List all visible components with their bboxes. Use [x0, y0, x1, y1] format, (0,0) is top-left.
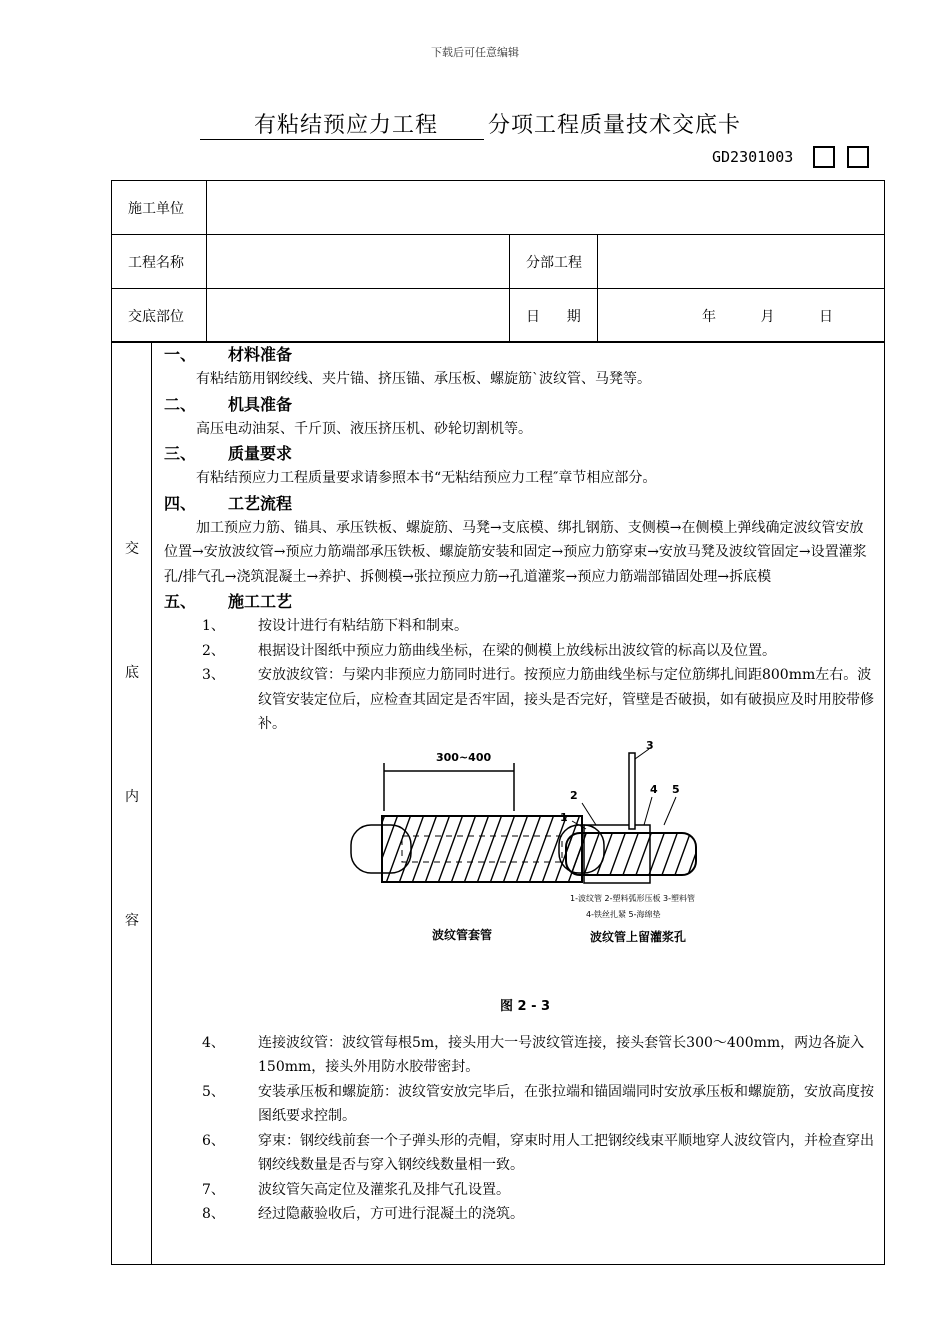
- side-char-1: 交: [125, 541, 139, 557]
- section-text: 有粘结预应力工程质量要求请参照本书“无粘结预应力工程″章节相应部分。: [196, 470, 657, 486]
- unit-value[interactable]: [207, 181, 885, 235]
- side-label-column: [112, 342, 152, 1264]
- content-box: [111, 341, 885, 1265]
- side-char-3: 内: [125, 789, 139, 805]
- item-number: 8、: [202, 1206, 225, 1222]
- callout-2: 2: [570, 788, 578, 802]
- figure-caption: 图 2 - 3: [500, 998, 551, 1014]
- page-title: [200, 108, 741, 140]
- project-value[interactable]: [207, 235, 510, 289]
- section-title: 机具准备: [228, 394, 293, 414]
- side-char-2: 底: [125, 665, 139, 681]
- list-item: [164, 1031, 876, 1080]
- title-rest: 分项工程质量技术交底卡: [488, 113, 742, 138]
- dimension-label: 300~400: [436, 750, 492, 764]
- info-table: [111, 180, 885, 343]
- grout-hole-drawing: [566, 749, 696, 883]
- part-value[interactable]: [207, 289, 510, 343]
- callout-4: 4: [650, 782, 658, 796]
- item-number: 7、: [202, 1181, 225, 1198]
- section-number: 四、: [164, 493, 197, 513]
- project-label: 工程名称: [112, 235, 207, 289]
- section-title: 施工工艺: [228, 592, 293, 611]
- item-number: 4、: [202, 1034, 225, 1051]
- subproject-label: 分部工程: [510, 235, 598, 289]
- legend-line-1: 1-波纹管 2-塑料弧形压板 3-塑料管: [570, 893, 696, 903]
- list-item: [164, 663, 876, 737]
- part-label: 交底部位: [112, 289, 207, 343]
- section-text: 高压电动油泵、千斤顶、液压挤压机、砂轮切割机等。: [196, 420, 532, 437]
- figure-2-3: [164, 741, 876, 1031]
- content-body: [164, 342, 876, 1227]
- section-title: 质量要求: [228, 444, 293, 463]
- item-number: 5、: [202, 1083, 225, 1100]
- corrugated-duct-diagram: [164, 741, 876, 991]
- side-char-4: 容: [125, 913, 139, 929]
- unit-label: 施工单位: [112, 181, 207, 235]
- left-figure-caption: 波纹管套管: [432, 927, 493, 942]
- item-text: 连接波纹管：波纹管每根5m，接头用大一号波纹管连接，接头套管长300～400mm，两边各旋入150mm，接头外用防水胶带密封。: [258, 1034, 865, 1075]
- section-title: 材料准备: [228, 345, 293, 364]
- legend-line-2: 4-铁丝扎紧 5-海绵垫: [586, 909, 661, 919]
- document-code: GD2301003: [712, 148, 794, 166]
- callout-5: 5: [672, 782, 680, 796]
- callout-1: 1: [560, 810, 568, 824]
- section-heading: [164, 441, 876, 466]
- list-item: [164, 1202, 876, 1227]
- item-text: 波纹管矢高定位及灌浆孔及排气孔设置。: [258, 1181, 510, 1198]
- item-text: 穿束：钢绞线前套一个子弹头形的壳帽，穿束时用人工把钢绞线束平顺地穿人波纹管内，并检查穿出钢绞线数量是否与穿入钢绞线数量相一致。: [258, 1132, 874, 1173]
- section-number: 五、: [164, 592, 197, 611]
- date-value[interactable]: 年 月 日: [598, 289, 885, 343]
- item-text: 根据设计图纸中预应力筋曲线坐标，在梁的侧模上放线标出波纹管的标高以及位置。: [258, 642, 776, 659]
- section-heading: [164, 392, 876, 417]
- list-item: [164, 1129, 876, 1178]
- list-item: [164, 1178, 876, 1203]
- section-number: 三、: [164, 444, 197, 463]
- list-item: [164, 614, 876, 639]
- item-text: 按设计进行有粘结筋下料和制束。: [258, 618, 468, 634]
- date-label: 日 期: [510, 289, 598, 343]
- list-item: [164, 1080, 876, 1129]
- header-note: 下载后可任意编辑: [431, 46, 519, 59]
- checkbox-1[interactable]: [813, 146, 835, 168]
- item-number: 2、: [202, 642, 225, 659]
- section-heading: [164, 491, 876, 516]
- section-number: 一、: [164, 345, 197, 364]
- item-number: 6、: [202, 1132, 225, 1149]
- section-text: 有粘结筋用钢绞线、夹片锚、挤压锚、承压板、螺旋筋`波纹管、马凳等。: [196, 371, 651, 387]
- item-text: 安放波纹管：与梁内非预应力筋同时进行。按预应力筋曲线坐标与定位筋绑扎间距800mm左右。波纹管安装定位后，应检查其固定是否牢固，接头是否完好，管壁是否破损，如有破损应及时用胶带修补。: [258, 667, 874, 732]
- subproject-value[interactable]: [598, 235, 885, 289]
- list-item: [164, 639, 876, 664]
- title-project-type: 有粘结预应力工程: [200, 108, 484, 140]
- item-number: 3、: [202, 667, 225, 683]
- section-heading: [164, 589, 876, 614]
- checkbox-2[interactable]: [847, 146, 869, 168]
- section-heading: [164, 342, 876, 367]
- item-text: 安装承压板和螺旋筋：波纹管安放完毕后，在张拉端和锚固端同时安放承压板和螺旋筋，安放高度按图纸要求控制。: [258, 1083, 874, 1124]
- callout-3: 3: [646, 740, 654, 752]
- right-figure-caption: 波纹管上留灌浆孔: [590, 929, 687, 944]
- section-number: 二、: [164, 394, 197, 414]
- section-text: 加工预应力筋、锚具、承压铁板、螺旋筋、马凳→支底模、绑扎钢筋、支侧模→在侧模上弹线确定波纹管安放位置→安放波纹管→预应力筋端部承压铁板、螺旋筋安装和固定→预应力筋穿束→安放马凳及波纹管固定→设置灌浆孔/排气孔→浇筑混凝土→养护、拆侧模→张拉预应力筋→孔道灌浆→预应力筋端部锚固处理→拆底模: [164, 519, 867, 585]
- item-text: 经过隐蔽验收后，方可进行混凝土的浇筑。: [258, 1206, 524, 1222]
- section-title: 工艺流程: [228, 493, 293, 513]
- item-number: 1、: [202, 618, 225, 634]
